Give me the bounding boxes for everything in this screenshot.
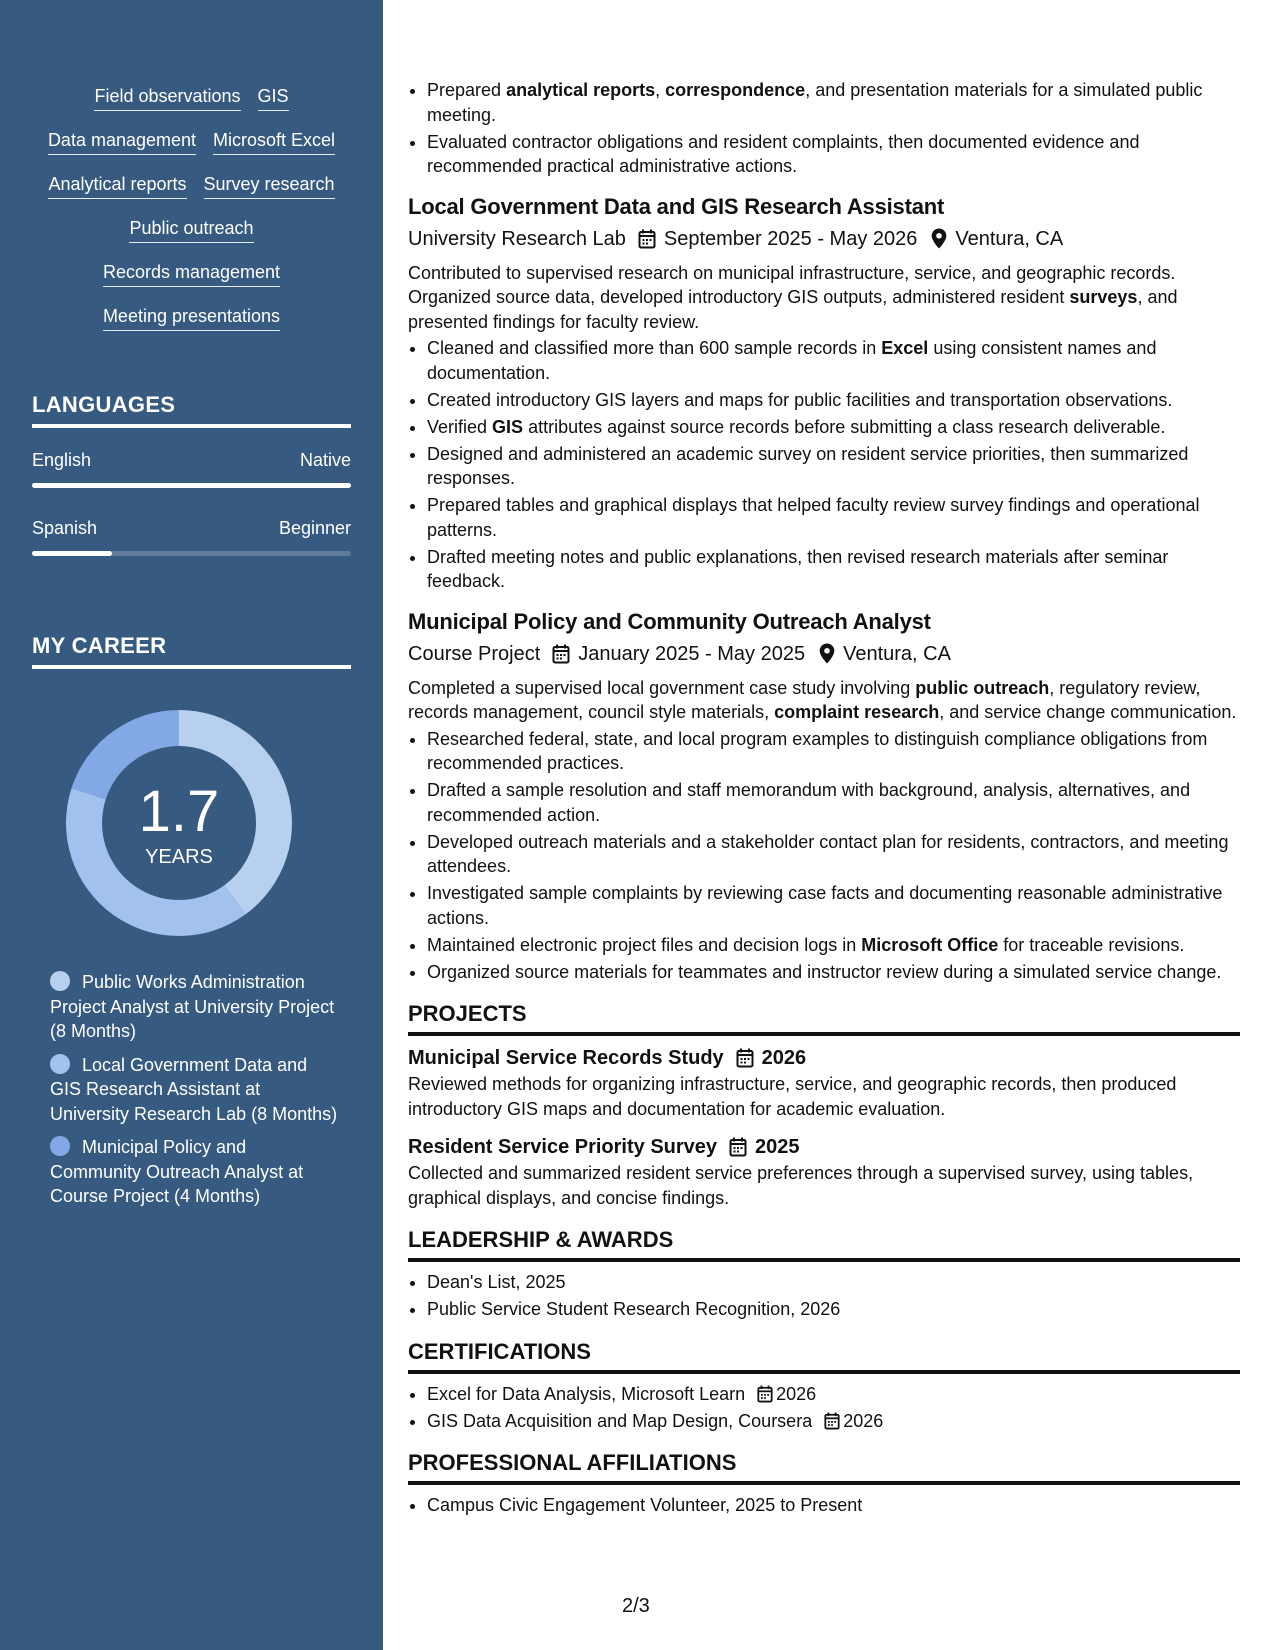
bullet-item: • Drafted meeting notes and public explanations, then revised research materials after seminar feedback. <box>427 545 1240 594</box>
career-legend-item <box>50 970 340 1044</box>
sidebar <box>0 0 383 1650</box>
career-legend-label: Local Government Data and GIS Research Assistant at University Research Lab (8 Months) <box>50 1054 338 1124</box>
skill-tag: Microsoft Excel <box>213 128 335 155</box>
skill-tag: Public outreach <box>129 216 253 243</box>
language-bar <box>32 483 351 488</box>
legend-dot <box>50 1136 70 1156</box>
bullet-item: • Verified GIS attributes against source records before submitting a class research deliverable. <box>427 415 1240 440</box>
skill-row <box>18 84 365 111</box>
calendar-icon <box>736 1048 754 1068</box>
affiliations-list <box>408 1493 1240 1518</box>
job-dates: January 2025 - May 2025 <box>578 642 806 665</box>
career-legend <box>50 970 340 1218</box>
calendar-icon <box>757 1385 773 1403</box>
career-legend-label: Municipal Policy and Community Outreach Analyst at Course Project (4 Months) <box>50 1137 304 1206</box>
language-level: Beginner <box>278 518 351 538</box>
career-legend-label: Public Works Administration Project Analyst at University Project (8 Months) <box>50 972 335 1041</box>
skill-row <box>18 128 365 155</box>
skill-tag: Field observations <box>94 84 240 111</box>
career-legend-item <box>50 1053 340 1127</box>
skills-list <box>18 84 365 348</box>
project-title: Municipal Service Records Study 2026 <box>408 1044 1240 1072</box>
affiliations-title: PROFESSIONAL AFFILIATIONS <box>408 1449 1240 1485</box>
bullet-item: • Campus Civic Engagement Volunteer, 2025 to Present <box>427 1493 1240 1518</box>
skill-tag: Data management <box>48 128 196 155</box>
career-title: MY CAREER <box>32 633 351 669</box>
job-location: Ventura, CA <box>843 642 951 665</box>
language-name: English <box>32 450 92 470</box>
bullet-item: • Designed and administered an academic survey on resident service priorities, then summarized responses. <box>427 442 1240 491</box>
certifications-title: CERTIFICATIONS <box>408 1338 1240 1374</box>
cert-year: 2026 <box>843 1410 884 1431</box>
calendar-icon <box>824 1412 840 1430</box>
bullet-item: • Created introductory GIS layers and maps for public facilities and transportation observations. <box>427 388 1240 413</box>
bullet-item: • Dean's List, 2025 <box>427 1270 1240 1295</box>
bullet-item: • Excel for Data Analysis, Microsoft Learn 2026 <box>427 1382 1240 1407</box>
project-desc: Collected and summarized resident service preferences through a supervised survey, using tables, graphical displays, and concise findings. <box>408 1163 1194 1208</box>
location-pin-icon <box>931 228 947 249</box>
career-donut <box>66 710 292 936</box>
job3-bullets <box>408 727 1240 985</box>
career-section <box>32 633 351 669</box>
languages-title: LANGUAGES <box>32 392 351 428</box>
job-dates: September 2025 - May 2026 <box>663 227 918 250</box>
project-title: Resident Service Priority Survey 2025 <box>408 1133 1240 1161</box>
skill-tag: Survey research <box>204 172 335 199</box>
language-bar-fill <box>32 483 351 488</box>
job2-bullets <box>408 336 1240 594</box>
legend-dot <box>50 1054 70 1074</box>
skill-tag: GIS <box>258 84 289 111</box>
projects-title: PROJECTS <box>408 1000 1240 1036</box>
legend-dot <box>50 971 70 991</box>
certifications-list <box>408 1382 1240 1434</box>
skill-row <box>18 304 365 331</box>
bullet-item: • GIS Data Acquisition and Map Design, Coursera 2026 <box>427 1409 1240 1434</box>
skill-row <box>18 216 365 243</box>
main-content <box>408 78 1240 1520</box>
location-pin-icon <box>819 643 835 664</box>
bullet-item: • Researched federal, state, and local program examples to distinguish compliance obligations from recommended practices. <box>427 727 1240 776</box>
bullet-item: • Developed outreach materials and a stakeholder contact plan for residents, contractors, and meeting attendees. <box>427 830 1240 879</box>
career-legend-item <box>50 1135 340 1209</box>
language-spanish <box>32 518 351 556</box>
cert-year: 2026 <box>776 1383 817 1404</box>
bullet-item: • Public Service Student Research Recognition, 2026 <box>427 1297 1240 1322</box>
bullet-item: • Organized source materials for teammates and instructor review during a simulated service change. <box>427 960 1240 985</box>
language-name: Spanish <box>32 518 98 538</box>
calendar-icon <box>638 229 656 249</box>
job-org: University Research Lab <box>408 227 626 250</box>
skill-tag: Meeting presentations <box>103 304 280 331</box>
job-meta <box>408 640 1240 668</box>
job-title: Local Government Data and GIS Research Assistant <box>408 193 945 219</box>
leadership-list <box>408 1270 1240 1322</box>
skill-row <box>18 260 365 287</box>
bullet-item: • Cleaned and classified more than 600 sample records in Excel using consistent names and documentation. <box>427 336 1240 385</box>
language-bar <box>32 551 351 556</box>
skill-tag: Records management <box>103 260 280 287</box>
career-total-years: 1.7 <box>138 779 220 844</box>
job1-bullets <box>408 78 1240 179</box>
language-english <box>32 450 351 488</box>
project-year: 2026 <box>761 1047 807 1069</box>
job-summary: Contributed to supervised research on municipal infrastructure, service, and geographic records. Organized source data, developed introductory GIS outputs, administered resident surveys, and presented findings for faculty review. <box>408 262 1178 332</box>
bullet-item: • Drafted a sample resolution and staff memorandum with background, analysis, alternatives, and recommended action. <box>427 778 1240 827</box>
career-total-unit: YEARS <box>145 846 213 868</box>
skill-tag: Analytical reports <box>48 172 186 199</box>
bullet-item: • Maintained electronic project files and decision logs in Microsoft Office for traceable revisions. <box>427 933 1240 958</box>
language-bar-fill <box>32 551 112 556</box>
page-number: 2/3 <box>622 1595 650 1617</box>
project-desc: Reviewed methods for organizing infrastructure, service, and geographic records, then produced introductory GIS maps and documentation for academic evaluation. <box>408 1074 1177 1119</box>
project-year: 2025 <box>755 1136 800 1158</box>
bullet-item: • Evaluated contractor obligations and resident complaints, then documented evidence and recommended practical administrative actions. <box>427 130 1240 179</box>
calendar-icon <box>552 644 570 664</box>
languages-section <box>32 392 351 556</box>
job-summary: Completed a supervised local government case study involving public outreach, regulatory review, records management, council style materials, complaint research, and service change communication. <box>408 677 1237 722</box>
job-meta <box>408 225 1240 253</box>
calendar-icon <box>729 1137 747 1157</box>
language-level: Native <box>299 450 351 470</box>
bullet-item: • Prepared analytical reports, correspondence, and presentation materials for a simulated public meeting. <box>427 78 1240 127</box>
job-location: Ventura, CA <box>955 227 1064 250</box>
job-title: Municipal Policy and Community Outreach Analyst <box>408 608 931 634</box>
leadership-title: LEADERSHIP & AWARDS <box>408 1226 1240 1262</box>
bullet-item: • Prepared tables and graphical displays that helped faculty review survey findings and operational patterns. <box>427 493 1240 542</box>
skill-row <box>18 172 365 199</box>
job-org: Course Project <box>408 642 541 665</box>
bullet-item: • Investigated sample complaints by reviewing case facts and documenting reasonable administrative actions. <box>427 881 1240 930</box>
